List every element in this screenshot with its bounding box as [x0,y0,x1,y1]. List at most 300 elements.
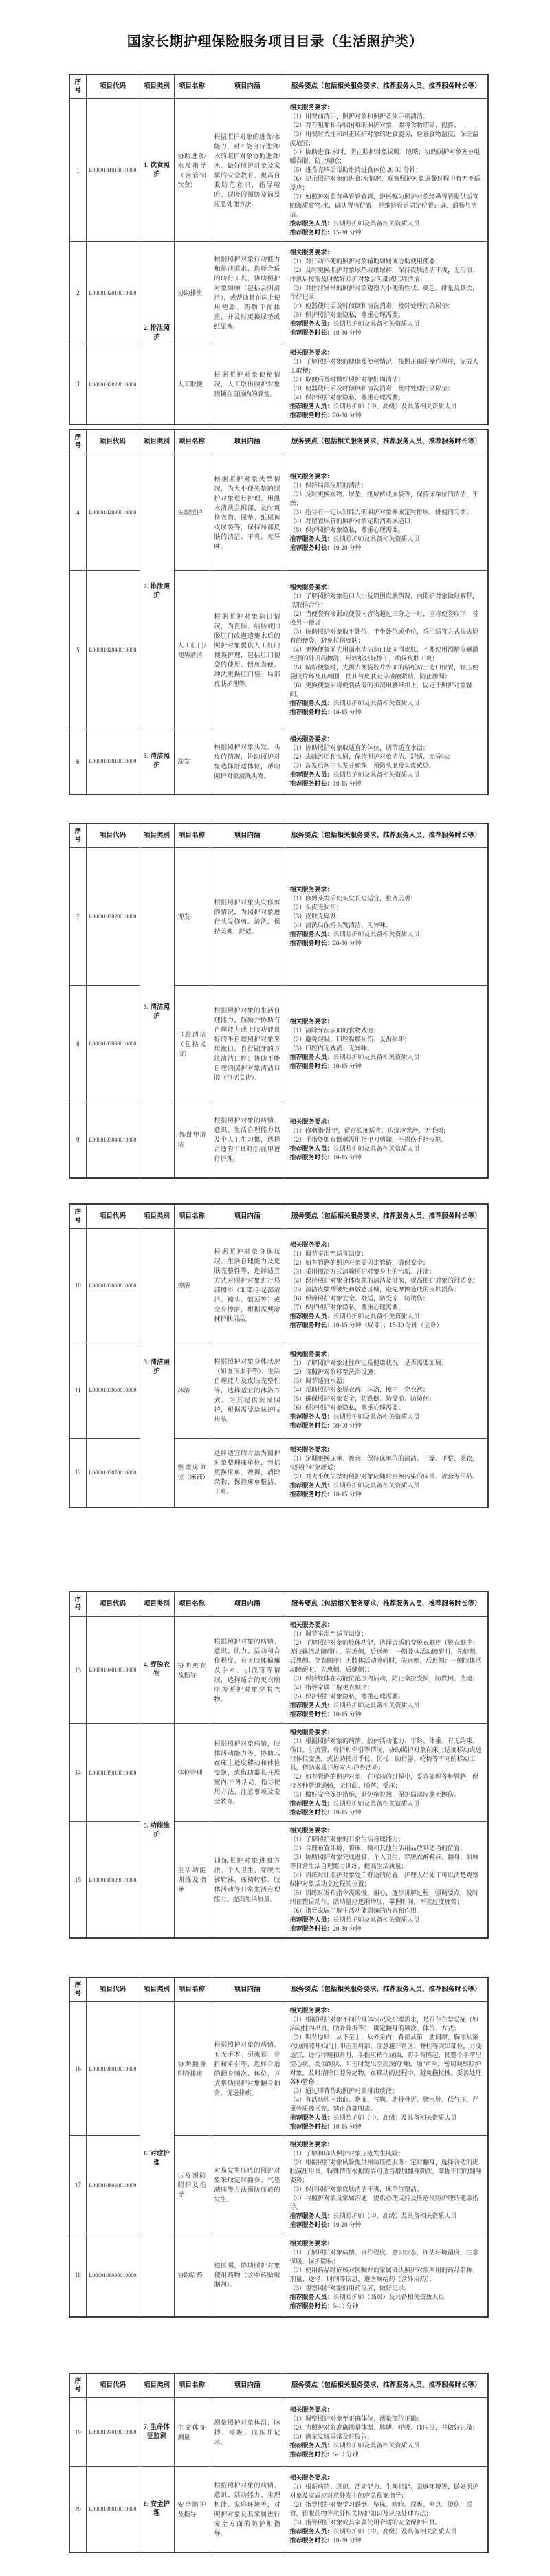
requirement-item: （3）皮肤无碎发； [289,913,343,920]
column-header-3: 项目类别 [140,1977,174,2002]
requirements-label: 相关服务要求： [289,1017,333,1025]
column-header-1: 序号 [69,1592,86,1617]
cell-project-code: L0000101010010000 [86,99,140,242]
requirement-item: （2）手指处如有倒刺需用指甲刀剪除，不损伤手指皮肤。 [289,1135,448,1143]
requirements-label: 相关服务要求： [289,1351,333,1357]
cell-serial-number: 13 [69,1617,86,1724]
column-header-2: 项目代码 [86,2373,140,2398]
duration-label: 推荐服务时长： [289,544,333,551]
staff-value: 长期照护师（中、高级）及具备相关资质人员 [333,2527,457,2535]
table-row [69,1617,488,1724]
directory-table-page-4 [69,1203,489,1508]
duration-value: 10-15 分钟 [333,709,362,715]
staff-value: 长期照护师及具备相关资质人员 [333,320,420,327]
cell-serial-number: 15 [69,1822,86,1939]
cell-service-points [285,1724,488,1822]
column-header-4: 项目名称 [174,1977,210,2002]
staff-value: 长期照护师及具备相关资质人员 [333,1482,420,1489]
recommended-staff [290,770,483,779]
duration-label: 推荐服务时长： [289,709,333,715]
column-header-1: 序号 [69,823,86,848]
cell-project-name: 协助翻身叩背排痰 [174,2002,210,2136]
table-row [69,1229,488,1342]
requirement-item: （1）根据照护对象的病情、肢体活动能力、年龄、体重、有无约束、伤口、引流管、骨折和牵引等情况，协助照护对象在床上适度移动或进行体位变换，或协助使用手杖、拐杖、助行器、轮椅等不同的移动工具，借助器具开展室内/户外活动； [289,1737,482,1771]
staff-value: 长期照护师及具备相关资质人员 [333,1053,420,1061]
recommended-staff [290,930,483,939]
cell-serial-number: 5 [69,571,86,729]
recommended-staff [290,2293,483,2302]
duration-label: 推荐服务时长： [289,1711,333,1718]
requirement-item: （3）做好安全保护措施，避免拖拉拽，保护局部皮肤无擦伤。 [289,1791,461,1798]
requirement-item: （5）保护照护对象隐私，尊重心理需要。 [289,526,405,533]
cell-project-name: 体位管理 [174,1724,210,1822]
column-header-2: 项目代码 [86,1204,140,1229]
requirement-item: （7）如照护对象有鼻胃管置管，遵医嘱为照护对象经鼻胃管提供适宜的流质食物/水，确认胃管位置，并维持管道固定位置正确、通畅与清洁。 [289,193,479,218]
requirement-item: （5）确保照护对象安全，防跌倒、防受凉、防烫伤； [289,1395,436,1402]
cell-project-name: 口腔清洁（包括义齿） [174,986,210,1102]
duration-value: 10-15 分钟 [333,2123,362,2130]
requirements-label: 相关服务要求： [289,1241,333,1248]
recommended-duration [290,2302,483,2311]
column-header-5: 项目内涵 [210,1592,285,1617]
recommended-duration [290,1421,483,1430]
recommended-staff [290,1916,483,1924]
requirement-item: （1）调节室温至适宜温度； [289,1630,368,1637]
requirement-item: （1）调节室温至适宜温度； [289,1250,368,1257]
column-header-6: 服务要点（包括相关服务要求、推荐服务人员、推荐服务时长等） [285,1977,488,2002]
duration-label: 推荐服务时长： [289,779,333,787]
requirements-label: 相关服务要求： [289,1621,333,1628]
table-row [69,729,488,795]
cell-service-points [285,242,488,344]
requirement-item: （6）记录照护对象的进食/水情况，观察照护对象进餐过程中有无不适反应； [289,175,481,191]
duration-value: 20-30 分钟 [333,412,362,419]
recommended-duration [290,228,483,237]
duration-value: 10-15 分钟 [333,1153,362,1161]
staff-label: 推荐服务人员： [289,2294,333,2301]
duration-value: 10-30 分钟 [333,329,362,336]
duration-value: 20-30 分钟 [333,940,362,946]
requirement-item: （2）合理布置环境，将床、椅和其他生活用品放到适当的位置； [289,1845,467,1852]
staff-label: 推荐服务人员： [289,535,333,542]
column-header-4: 项目名称 [174,2373,210,2398]
column-header-4: 项目名称 [174,430,210,454]
staff-label: 推荐服务人员： [289,1482,333,1489]
cell-project-category: 3. 清洁照护 [140,1229,174,1507]
cell-project-name: 协助排泄 [174,242,210,344]
requirement-item: （1）根据病情、意识、活动能力、生理机能、家庭环境等，做好照护对象及家属应对意外发生的应急预案指导； [289,2483,479,2499]
requirement-item: （1）调整照护对象至正确体位，测量部位正确； [289,2414,424,2422]
requirement-item: （2）使用药品时应核对医嘱并向家属确认照护对象所用的药品名称、剂量、途径、时间等信息，遵医嘱给药（含外用药）； [289,2267,479,2283]
recommended-duration [290,1490,483,1499]
cell-project-name: 沐浴 [174,1342,210,1439]
requirement-item: （2）了解照护对象的肢体功能，选择合适的穿脱衣顺序（脱衣顺序：无肢体活动障碍时，先近侧，后远侧；一侧肢体活动障碍时，先健侧，后患侧。穿衣顺序：无肢体活动障碍时，先远侧，后近侧；一侧肢体活动障碍时，先患侧，后健侧）； [289,1639,482,1673]
duration-label: 推荐服务时长： [289,2302,333,2310]
cell-service-points [285,2136,488,2234]
requirement-item: （3）口腔内无残渣、无异味。 [289,1044,374,1052]
duration-value: 10-15 分钟 [333,1062,362,1069]
table-row [69,2467,488,2553]
cell-project-description: 对易发生压疮的照护对象采取定时翻身、气垫减压等方法预防压疮的发生。 [210,2136,285,2234]
requirements-label: 相关服务要求： [289,584,333,590]
cell-project-code: L0000106010010000 [86,2002,140,2136]
staff-value: 长期照护师及具备相关资质人员 [333,1916,420,1923]
column-header-4: 项目名称 [174,1592,210,1617]
duration-label: 推荐服务时长： [289,229,333,236]
table-row [69,571,488,729]
requirement-item: （2）及时更换衣物、尿垫、纸尿裤或尿袋等，保持床单位的清洁、干燥； [289,491,479,507]
recommended-duration [290,708,483,717]
table-row [69,2234,488,2317]
staff-value: 长期照护师（中、高级）及具备相关资质人员 [333,403,457,410]
table-row [69,1342,488,1439]
duration-label: 推荐服务时长： [289,2123,333,2130]
column-header-1: 序号 [69,2373,86,2398]
cell-project-description: 根据照护对象失禁情况，为大小便失禁的照护对象进行护理，用温水清洗会阴部，及时更换衣物、尿垫、纸尿裤或尿袋等，保持局部皮肤的清洁、干爽、无异味。 [210,454,285,571]
cell-project-name: 压疮预防照护及指导 [174,2136,210,2234]
cell-project-name: 擦浴 [174,1229,210,1342]
requirement-item: （3）协助照护对象取平卧位、半坐卧位或坐位，采用适宜方式揭去原有的便袋，避免拉伤皮肤； [289,628,479,644]
cell-project-code: L0000106030010000 [86,2234,140,2317]
column-header-5: 项目内涵 [210,1977,285,2002]
staff-value: 长期照护师及具备相关资质人员 [333,1800,420,1807]
table-row [69,2136,488,2234]
duration-label: 推荐服务时长： [289,2536,333,2544]
recommended-staff [290,2527,483,2536]
recommended-duration [290,411,483,420]
requirement-item: （2）将照护对象移至洗浴设施； [289,1368,380,1375]
cell-project-description: 根据照护对象的病情、意识、生活自理能力以及个人卫生习惯，选择合适的工具对指/趾甲进行护理。 [210,1102,285,1178]
recommended-staff [290,535,483,544]
column-header-5: 项目内涵 [210,823,285,848]
cell-serial-number: 16 [69,2002,86,2136]
cell-serial-number: 11 [69,1342,86,1439]
duration-value: 10-15 分钟 [333,779,362,787]
requirement-item: （2）根据照护对象风险提供预防压疮服务：定时翻身，选择合适的皮肤减压用具，特殊情况根据需要可适当增加翻身频次，掌握不同的翻身姿势； [289,2159,482,2184]
duration-label: 推荐服务时长： [289,329,333,336]
requirement-item: （5）粘贴便袋时，先揭去便袋胶片外面的粘纸贴于造口位置，轻压便袋胶片环及其周围，使其与皮肤充分接触紧贴，防止渗漏； [289,664,479,680]
column-header-6: 服务要点（包括相关服务要求、推荐服务人员、推荐服务时长等） [285,1204,488,1229]
duration-value: 30-60 分钟 [333,1422,362,1429]
column-header-2: 项目代码 [86,1977,140,2002]
cell-project-category: 3. 清洁照护 [140,848,174,1178]
cell-project-description: 根据照护对象的病情、有无手术、引流管、骨折和牵引等，选择合适的翻身频次、体位、方式帮助照护对象翻身拍背，促进排痰。 [210,2002,285,2136]
cell-project-name: 协助给药 [174,2234,210,2317]
header-row [69,74,488,99]
recommended-staff [290,1412,483,1421]
cell-serial-number: 1 [69,99,86,242]
requirement-item: （2）对大小便失禁的照护对象应随时更换污染的床单、被套等用品。 [289,1473,479,1480]
requirement-item: （3）用餐时关注和纠正照护对象的进食姿势，检查食物温度，保证温度适宜； [289,131,479,146]
cell-service-points [285,571,488,729]
cell-project-description: 训练照护对象进食方法、个人卫生、穿脱衣裤鞋袜、床椅转移、肢体活动等日常生活自理能力，提高生活质量。 [210,1822,285,1939]
directory-table-page-3 [69,823,489,1179]
duration-value: 10-15 分钟 [333,1491,362,1498]
duration-label: 推荐服务时长： [289,1422,333,1429]
directory-table-page-1 [69,74,489,425]
requirement-item: （3）观察照护对象的用药反应，做好记录。 [289,2285,411,2292]
cell-project-code: L0000106020010000 [86,2136,140,2234]
duration-label: 推荐服务时长： [289,1491,333,1498]
column-header-4: 项目名称 [174,823,210,848]
column-header-2: 项目代码 [86,430,140,454]
requirement-item: （5）清洁皮肤褶皱处和敏感区域，避免摩擦造成的皮肤损伤； [289,1286,461,1293]
cell-project-code: L0000108010010000 [86,2467,140,2553]
staff-label: 推荐服务人员： [289,1413,333,1420]
staff-value: 长期照护师（高级）及具备相关资质人员 [333,2294,445,2301]
cell-serial-number: 18 [69,2234,86,2317]
directory-table-page-5 [69,1591,489,1939]
requirement-item: （2）避免误吸、口腔黏膜损伤、义齿损坏； [289,1035,411,1043]
duration-value: 10-15 分钟 [333,1809,362,1816]
column-header-5: 项目内涵 [210,430,285,454]
cell-service-points [285,1439,488,1507]
requirement-item: （5）进食完毕后帮助维持进食体位 20-30 分钟； [289,166,422,173]
table-row [69,1822,488,1939]
requirement-item: （1）修剪头发后使头发长短适宜，整齐美观； [289,895,417,902]
cell-project-name: 生命体征测量 [174,2398,210,2467]
cell-serial-number: 8 [69,986,86,1102]
staff-label: 推荐服务人员： [289,700,333,707]
cell-serial-number: 14 [69,1724,86,1822]
staff-label: 推荐服务人员： [289,1053,333,1061]
requirement-item: （4）指导家属了解更衣顺序； [289,1684,374,1691]
cell-project-name: 失禁照护 [174,454,210,571]
requirements-label: 相关服务要求： [289,349,333,356]
recommended-staff [290,1312,483,1321]
recommended-duration [290,2536,483,2545]
requirement-item: （1）了解照护对象的日常生活自理能力； [289,1836,405,1843]
header-row [69,2373,488,2398]
duration-label: 推荐服务时长： [289,1322,333,1329]
requirements-label: 相关服务要求： [289,2240,333,2247]
cell-project-description: 根据照护对象病情，肢体活动能力等，协助其在床上适度移动和体位变换，或借助器具开展室内/户外活动，指导使用方法、注意事项及安全教育。 [210,1724,285,1822]
requirement-item: （3）洗发后吹干头发并梳理，预防头虱及头皮感染。 [289,762,436,769]
requirement-item: （6）更换便袋后将便袋两旁的扣洞用腰带扣上，固定于照护对象腰间。 [289,682,473,698]
table-row [69,2398,488,2467]
cell-service-points [285,2234,488,2317]
cell-project-code: L0000102020010000 [86,344,140,425]
requirement-item: （2）去除污垢和头屑，保持照护对象清洁、舒适，无异味； [289,753,454,760]
table-row [69,99,488,242]
table-row [69,1724,488,1822]
cell-serial-number: 20 [69,2467,86,2553]
cell-service-points [285,729,488,795]
requirement-item: （3）对排泄异常的照护对象观察大小便的性状、颜色、排量及频次，作好记录； [289,285,479,300]
cell-project-description: 根据照护对象造口情况，为直肠、结肠或回肠肛门改道造瘘术后的照护对象提供人工肛门便袋护理，包括肛门便袋的使用、倒放粪便、冲洗更换肛门袋、局部皮肤护理等。 [210,571,285,729]
staff-label: 推荐服务人员： [289,1313,333,1320]
recommended-duration [290,2122,483,2131]
cell-service-points [285,2398,488,2467]
cell-project-code: L0000103020010000 [86,848,140,986]
column-header-2: 项目代码 [86,1592,140,1617]
requirements-label: 相关服务要求： [289,2406,333,2413]
cell-project-description: 根据照护对象的病情、意识、活动能力、生理机能、家庭环境等，对照护对象及其家属进行安全方面的防护和指导。 [210,2467,285,2553]
duration-value: 10-20 分钟 [333,2536,362,2544]
recommended-duration [290,1321,483,1330]
staff-value: 长期照护师及具备相关资质人员 [333,220,420,227]
requirement-item: （2）取便后及时做好照护对象肛周清洁； [289,376,405,383]
directory-table-page-2 [69,429,489,795]
cell-project-code: L0000105020010000 [86,1822,140,1939]
duration-label: 推荐服务时长： [289,2450,333,2458]
requirement-item: （2）头皮无损伤； [289,904,343,911]
column-header-6: 服务要点（包括相关服务要求、推荐服务人员、推荐服务时长等） [285,1592,488,1617]
requirements-label: 相关服务要求： [289,1827,333,1834]
staff-value: 长期照护师及具备相关资质人员 [333,1144,420,1152]
cell-project-code: L0000103010010000 [86,729,140,795]
staff-label: 推荐服务人员： [289,220,333,227]
column-header-4: 项目名称 [174,74,210,99]
recommended-staff [290,699,483,708]
duration-label: 推荐服务时长： [289,2221,333,2228]
cell-serial-number: 4 [69,454,86,571]
cell-service-points [285,454,488,571]
cell-project-code: L0000102010010000 [86,242,140,344]
staff-label: 推荐服务人员： [289,1144,333,1152]
requirements-label: 相关服务要求： [289,2007,333,2014]
requirement-item: （4）保护照护对象隐私，尊重心理需要。 [289,394,405,401]
staff-label: 推荐服务人员： [289,1916,333,1923]
column-header-5: 项目内涵 [210,74,285,99]
column-header-3: 项目类别 [140,74,174,99]
recommended-duration [290,329,483,337]
requirements-label: 相关服务要求： [289,735,333,742]
cell-project-name: 整理床单位（床铺） [174,1439,210,1507]
column-header-1: 序号 [69,1977,86,2002]
table-row [69,2002,488,2136]
cell-project-name: 生活功能训练及指导 [174,1822,210,1939]
cell-project-code: L0000103060010000 [86,1342,140,1439]
requirement-item: （6）保障照护对象安全、舒适，防受凉，防烫伤； [289,1295,430,1302]
recommended-staff [290,219,483,228]
column-header-5: 项目内涵 [210,1204,285,1229]
requirement-item: （4）帮助照护对象脱衣裤，沐浴，擦干，穿衣裤； [289,1386,430,1393]
cell-project-category: 8. 安全护理 [140,2467,174,2553]
cell-project-name: 协助更衣及指导 [174,1617,210,1724]
recommended-staff [290,1053,483,1062]
staff-label: 推荐服务人员： [289,2441,333,2449]
cell-project-code: L0000103050010000 [86,1229,140,1342]
duration-value: 20-30 分钟 [333,1925,362,1932]
recommended-staff [290,2113,483,2122]
cell-project-description: 测量照护对象体温、脉搏、呼吸、血压并记录。 [210,2398,285,2467]
requirements-label: 相关服务要求： [289,886,333,893]
requirement-item: （2）当便袋有渗漏或便袋内容物超过三分之一时，应将便袋取下，替换另一便袋； [289,610,479,626]
cell-serial-number: 12 [69,1439,86,1507]
recommended-duration [290,544,483,553]
staff-value: 长期照护师及具备相关资质人员 [333,931,420,937]
staff-value: 长期照护师及具备相关资质人员 [333,1413,420,1420]
recommended-staff [290,320,483,329]
directory-table-page-6 [69,1977,489,2318]
recommended-duration [290,1062,483,1071]
requirement-item: （3）保持肢体在功能位范围内活动，防止牵拉受损，防跌倒、坠地； [289,1675,479,1682]
staff-value: 长期照护师及具备相关资质人员 [333,1702,420,1709]
cell-serial-number: 9 [69,1102,86,1178]
cell-service-points [285,1229,488,1342]
requirement-item: （4）更换便袋前先用温水清洁造口及周围皮肤，不要使用酒精等刺激性强的外用药擦洗，用软纸轻轻擦干，确保皮肤干爽； [289,646,479,662]
header-row [69,823,488,848]
table-row [69,454,488,571]
cell-project-description: 选择适宜的方法为照护对象整理床单位，包括更换床单、被褥，消除杂物，保持床单整洁、干爽。 [210,1439,285,1507]
requirement-item: （2）如有管路的照护对象需固定管路，确保安全； [289,1259,430,1266]
directory-table-page-7 [69,2373,489,2553]
column-header-3: 项目类别 [140,1592,174,1617]
duration-value: 10-15 分钟 [333,1711,362,1718]
column-header-3: 项目类别 [140,1204,174,1229]
recommended-duration [290,1924,483,1933]
cell-project-name: 理发 [174,848,210,986]
cell-project-name: 协助进食/水及指导（含管饲饮食） [174,99,210,242]
requirement-item: （1）了解照护对象过往病史及健康状况，是否需要如厕； [289,1359,448,1366]
cell-service-points [285,344,488,425]
staff-value: 长期照护师及具备相关资质人员 [333,535,420,542]
cell-project-name: 安全防护及指导 [174,2467,210,2553]
cell-project-category: 6. 对症护理 [140,2002,174,2317]
cell-project-name: 人工肛门/便袋清洁 [174,571,210,729]
cell-project-category: 5. 功能维护 [140,1724,174,1939]
column-header-3: 项目类别 [140,430,174,454]
requirement-item: （2）指导照护对象学习跌倒、坠床、噎呛、误吸、窒息、烫伤、误食、错服药物等意外相关防护知识及应急处理方法； [289,2500,473,2517]
column-header-1: 序号 [69,430,86,454]
staff-label: 推荐服务人员： [289,2527,333,2535]
cell-project-category: 7. 生命体征监测 [140,2398,174,2467]
duration-value: 5-10 分钟 [333,2450,359,2458]
cell-project-description: 根据照护对象的进食/水能力，对不能自行进食/水的照护对象协助进食/水。做好照护对象及家属的安全教育，提高自我防范意识，指导噎呛、误吸的预防及简易应急处理方法。 [210,99,285,242]
staff-value: 长期照护师（中、高级）及具备相关资质人员 [333,2212,457,2219]
cell-service-points [285,1617,488,1724]
requirement-item: （1）对行动不便的照护对象辅助如厕或协助使用便器； [289,258,442,265]
cell-serial-number: 6 [69,729,86,795]
cell-project-category: 2. 排泄照护 [140,242,174,425]
requirement-item: （6）保护照护对象隐私，尊重心理需要。 [289,1404,405,1411]
requirement-item: （4）有活动性内出血、咯血、气胸、肋骨骨折、肺水肿、低气压、严重骨质疏松等，禁止背部叩击。 [289,2096,479,2112]
staff-label: 推荐服务人员： [289,1702,333,1709]
column-header-3: 项目类别 [140,823,174,848]
staff-label: 推荐服务人员： [289,931,333,937]
requirement-item: （4）清洗后保持头发清洁、无异味。 [289,922,393,929]
requirement-item: （5）保护照护对象隐私，尊重心理需要。 [289,1693,405,1700]
header-row [69,1977,488,2002]
cell-project-description: 遵医嘱，协助照护对象使用药物（含中药贴敷制剂）。 [210,2234,285,2317]
cell-project-code: L0000105010010000 [86,1724,140,1822]
staff-value: 长期照护师（中、高级）及具备相关资质人员 [333,2114,457,2121]
column-header-2: 项目代码 [86,74,140,99]
staff-label: 推荐服务人员： [289,2212,333,2219]
cell-project-name: 人工取便 [174,344,210,425]
cell-service-points [285,1342,488,1439]
cell-project-code: L0000107010010000 [86,2398,140,2467]
recommended-duration [290,1808,483,1817]
requirement-item: （1）了解和确认照护对象压疮发生风险； [289,2150,405,2157]
recommended-staff [290,1701,483,1710]
requirement-item: （4）与照护对象及家属沟通，提供心理支持及压疮预防护理的健康指导。 [289,2195,479,2210]
cell-project-description: 根据照护对象的病情、意识、肌力、活动和合作程度、有无肢体偏瘫及手术、引流管等情况，选择适合的更衣顺序为照护对象穿脱衣物。 [210,1617,285,1724]
requirement-item: （4）训练时让照护对象处于舒适的位置，护理人员处于可以清楚观察照护对象活动全过程的位置； [289,1872,479,1887]
recommended-staff [290,1799,483,1808]
cell-serial-number: 17 [69,2136,86,2234]
recommended-duration [290,779,483,788]
recommended-duration [290,2221,483,2230]
requirement-item: （1）保持局部皮肤的清洁； [289,482,368,489]
staff-label: 推荐服务人员： [289,770,333,778]
cell-project-category: 2. 排泄照护 [140,454,174,729]
page-title: 国家长期护理保险服务项目目录（生活照护类） [126,34,424,49]
column-header-1: 序号 [69,1204,86,1229]
requirement-item: （1）定期更换床单、被套，保持床单位的清洁、干燥、平整、柔软，使照护对象舒适； [289,1455,479,1472]
requirements-label: 相关服务要求： [289,1446,333,1454]
